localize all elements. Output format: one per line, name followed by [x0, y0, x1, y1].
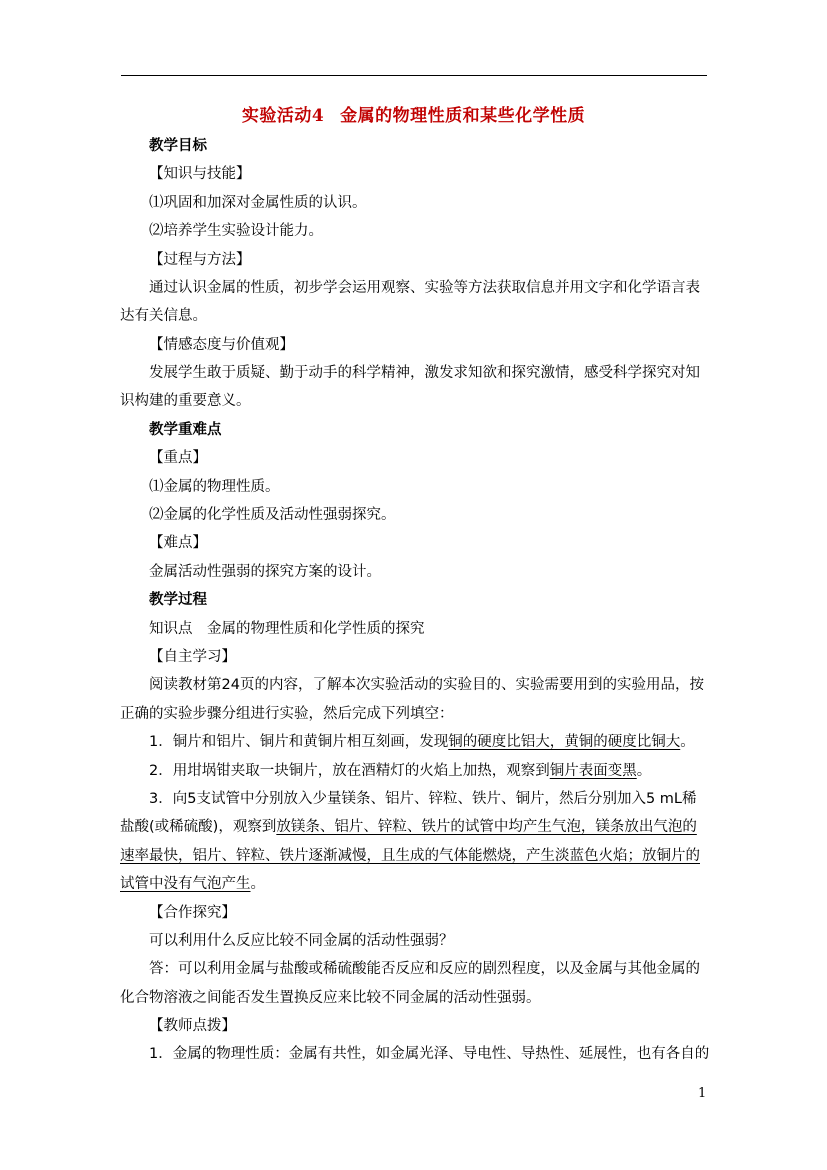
title-topic: 金属的物理性质和某些化学性质: [340, 106, 586, 126]
subheading-cooperation: 【合作探究】: [149, 905, 236, 921]
answer-blank: 铜的硬度比铝大，黄铜的硬度比铜大: [448, 734, 681, 750]
subheading-knowledge: 【知识与技能】: [149, 166, 251, 182]
answer-blank: 放镁条、铝片、锌粒、铁片的试管中均产生气泡，镁条放出气泡的: [276, 819, 697, 835]
paragraph-line: 发展学生敢于质疑、勤于动手的科学精神，激发求知欲和探究激情，感受科学探究对知: [149, 365, 700, 381]
heading-key-points: 教学重难点: [149, 422, 222, 438]
paragraph-line: 达有关信息。: [120, 308, 207, 324]
heading-process: 教学过程: [149, 592, 207, 608]
paragraph-line: 识构建的重要意义。: [120, 393, 251, 409]
key-item-1: ⑴金属的物理性质。: [149, 479, 280, 495]
subheading-teacher: 【教师点拨】: [149, 1018, 236, 1034]
objective-item-2: ⑵培养学生实验设计能力。: [149, 223, 323, 239]
title-activity: 实验活动4: [241, 106, 325, 126]
answer-text: 化合物溶液之间能否发生置换反应来比较不同金属的活动性强弱。: [120, 990, 541, 1006]
objective-item-1: ⑴巩固和加深对金属性质的认识。: [149, 195, 367, 211]
subheading-difficulty: 【难点】: [149, 535, 207, 551]
subheading-self-study: 【自主学习】: [149, 649, 236, 665]
answer-blank: 速率最快，铝片、锌粒、铁片逐渐减慢，且生成的气体能燃烧，产生淡蓝色火焰；放铜片的: [120, 848, 700, 864]
header-rule: [121, 75, 707, 76]
fill-item-3-line: 试管中没有气泡产生。: [120, 876, 265, 892]
paragraph-line: 阅读教材第24页的内容，了解本次实验活动的实验目的、实验需要用到的实验用品，按: [149, 677, 704, 693]
teacher-point-1: 1．金属的物理性质：金属有共性，如金属光泽、导电性、导热性、延展性，也有各自的: [149, 1046, 710, 1062]
knowledge-point-title: 知识点 金属的物理性质和化学性质的探究: [149, 621, 425, 637]
fill-item-2: 2．用坩埚钳夹取一块铜片，放在酒精灯的火焰上加热，观察到铜片表面变黑。: [149, 763, 652, 779]
paragraph-line: 正确的实验步骤分组进行实验，然后完成下列填空：: [120, 706, 454, 722]
heading-objectives: 教学目标: [149, 138, 207, 154]
paragraph-line: 通过认识金属的性质，初步学会运用观察、实验等方法获取信息并用文字和化学语言表: [149, 280, 700, 296]
subheading-process: 【过程与方法】: [149, 252, 251, 268]
fill-item-3-line: 盐酸(或稀硫酸)，观察到放镁条、铝片、锌粒、铁片的试管中均产生气泡，镁条放出气泡的: [120, 819, 697, 835]
answer-blank: 铜片表面变黑: [549, 763, 637, 779]
answer-blank: 试管中没有气泡产生: [120, 876, 251, 892]
fill-item-1: 1．铜片和铝片、铜片和黄铜片相互刻画，发现铜的硬度比铝大，黄铜的硬度比铜大。: [149, 734, 695, 750]
fill-item-3: 3．向5支试管中分别放入少量镁条、铝片、锌粒、铁片、铜片，然后分别加入5 mL稀: [149, 791, 697, 807]
page-number: 1: [698, 1086, 707, 1101]
difficulty-text: 金属活动性强弱的探究方案的设计。: [149, 564, 381, 580]
page-title: [0, 101, 827, 126]
subheading-key: 【重点】: [149, 450, 207, 466]
key-item-2: ⑵金属的化学性质及活动性强弱探究。: [149, 507, 396, 523]
answer-text: 答：可以利用金属与盐酸或稀硫酸能否反应和反应的剧烈程度，以及金属与其他金属的: [149, 961, 700, 977]
question-text: 可以利用什么反应比较不同金属的活动性强弱？: [149, 933, 454, 949]
subheading-attitude: 【情感态度与价值观】: [149, 337, 294, 353]
